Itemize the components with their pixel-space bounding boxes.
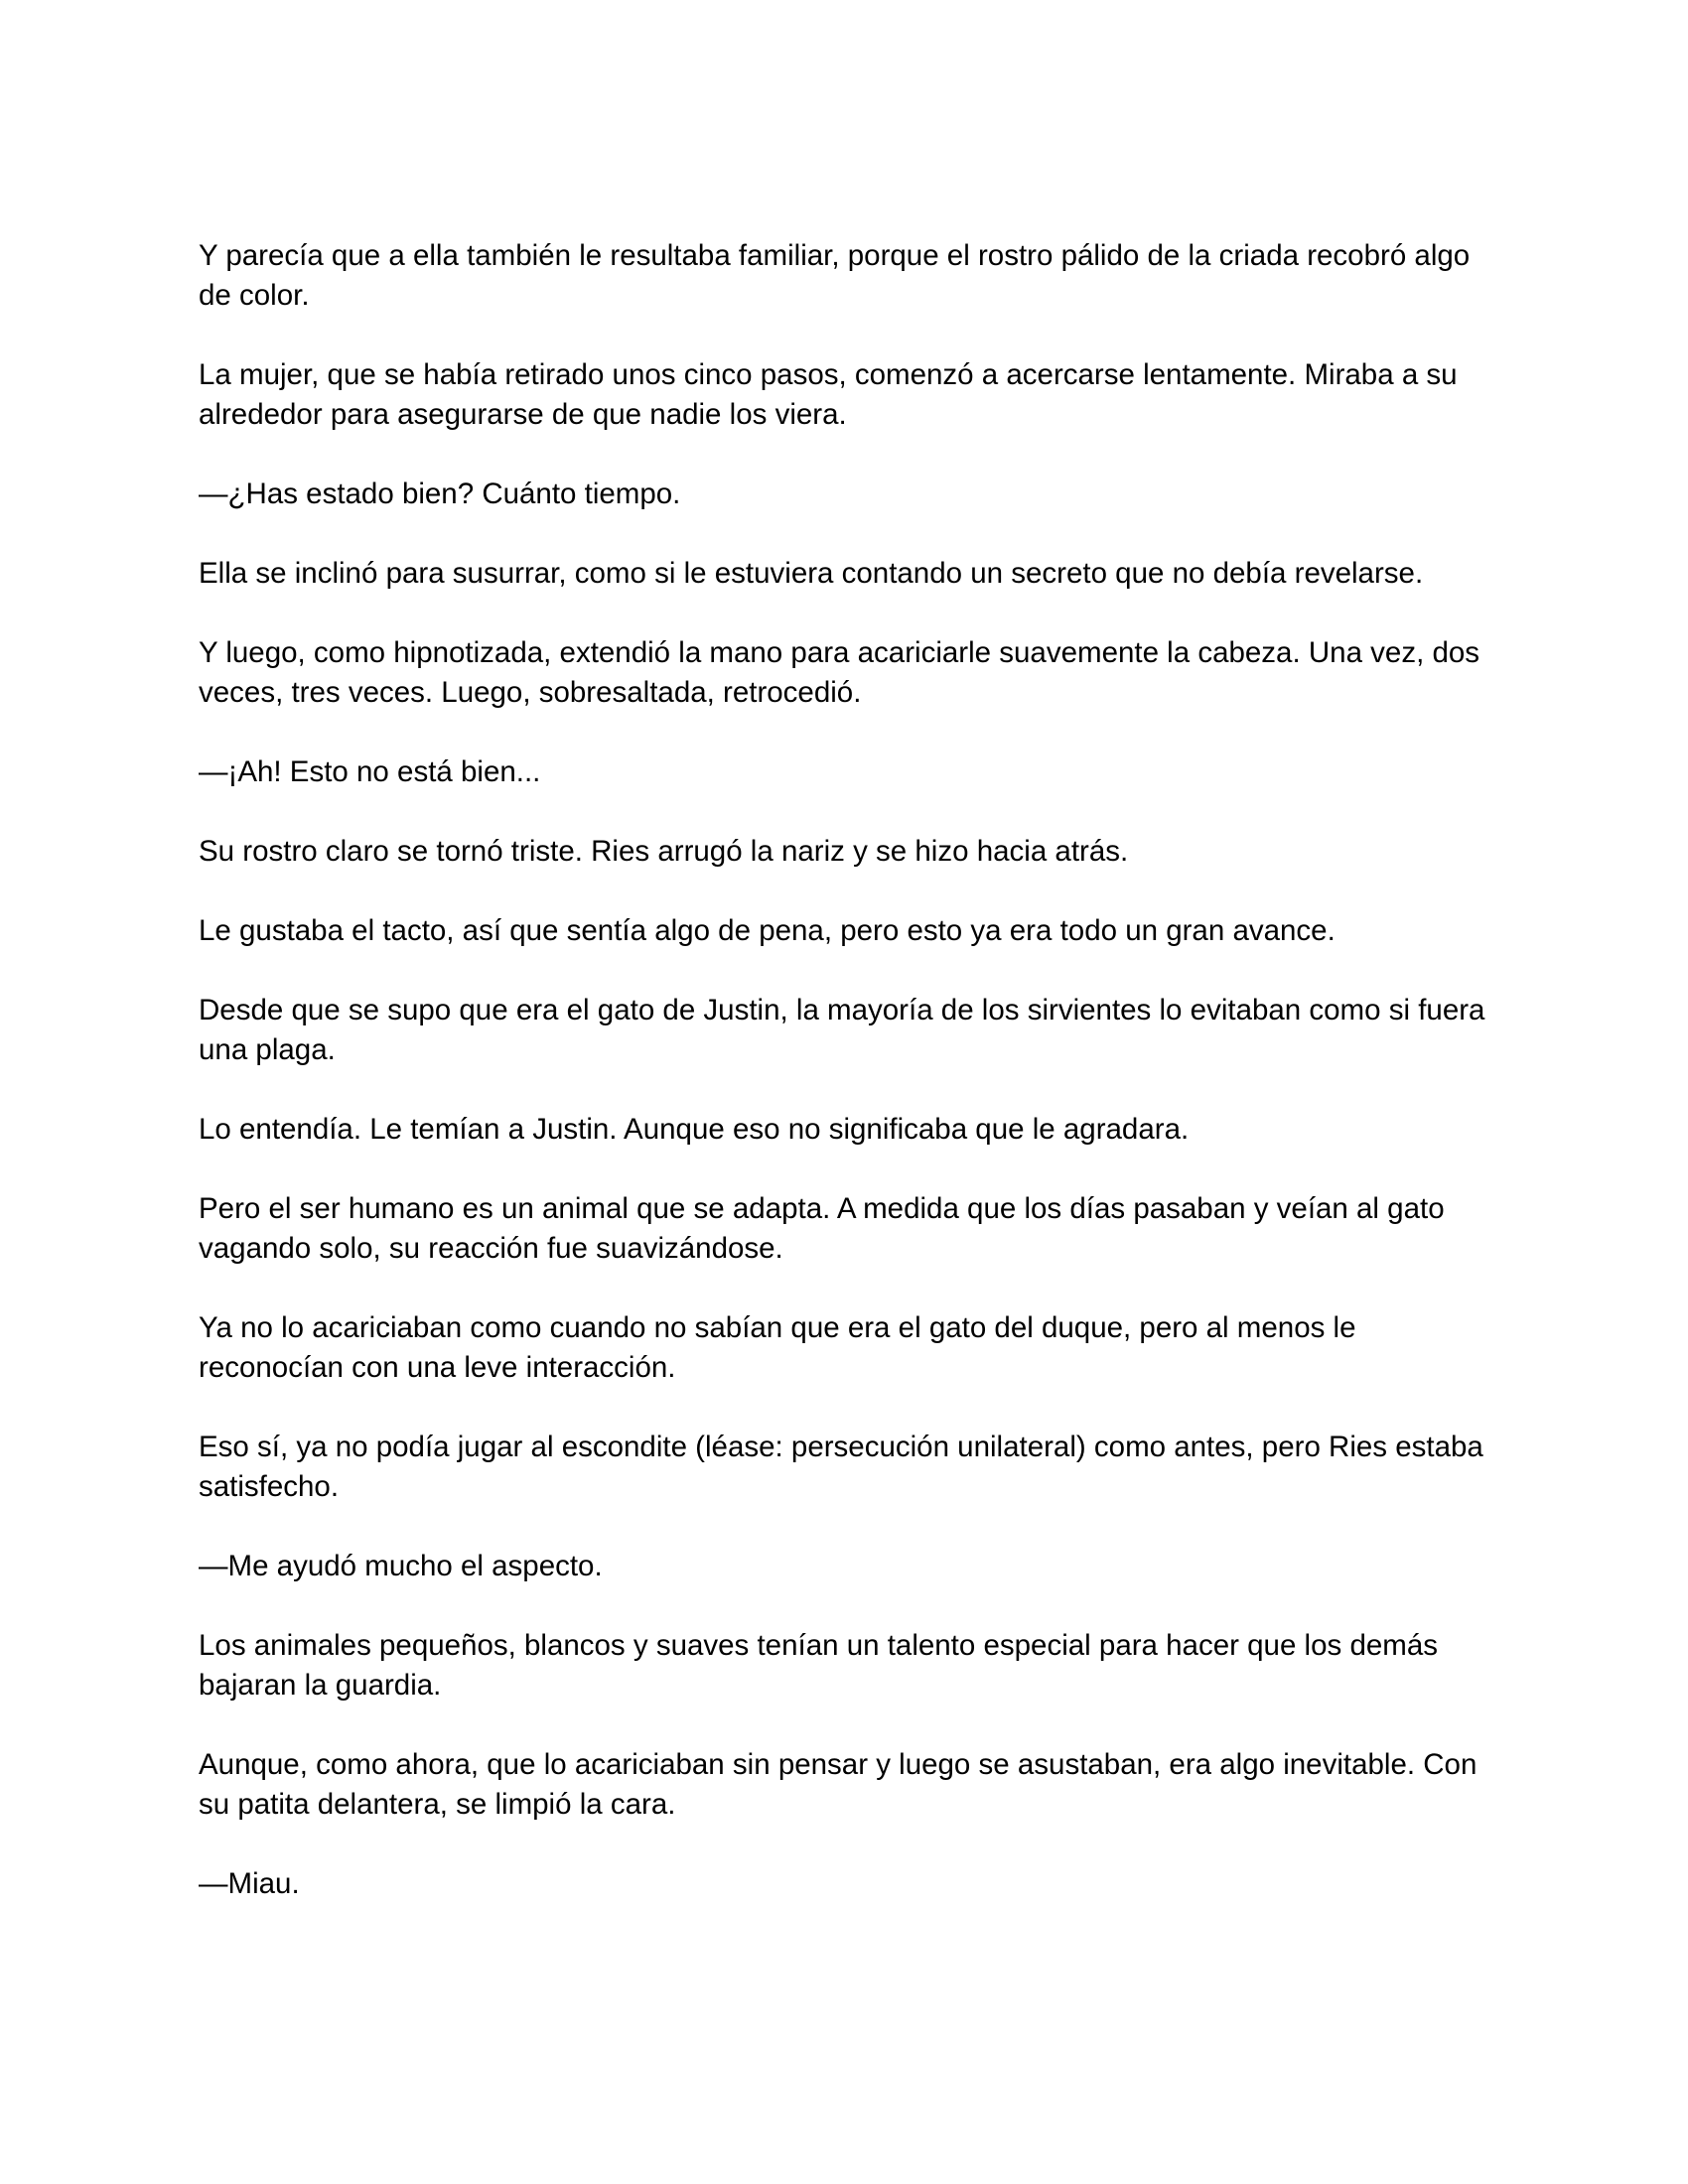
- paragraph-6: —¡Ah! Esto no está bien...: [199, 755, 541, 788]
- paragraph-4: Ella se inclinó para susurrar, como si le estuviera contando un secreto que no debía revelarse.: [199, 557, 1424, 590]
- paragraph-1: Y parecía que a ella también le resultaba familiar, porque el rostro pálido de la criada recobró algo de color.: [199, 239, 1471, 312]
- paragraph-17: —Miau.: [199, 1867, 300, 1900]
- paragraph-3: —¿Has estado bien? Cuánto tiempo.: [199, 478, 681, 510]
- paragraph-11: Pero el ser humano es un animal que se adapta. A medida que los días pasaban y veían al gato vagando solo, su reacción fue suavizándose.: [199, 1192, 1445, 1265]
- paragraph-12: Ya no lo acariciaban como cuando no sabían que era el gato del duque, pero al menos le reconocían con una leve interacción.: [199, 1311, 1356, 1384]
- paragraph-7: Su rostro claro se tornó triste. Ries arrugó la nariz y se hizo hacia atrás.: [199, 835, 1129, 868]
- paragraph-15: Los animales pequeños, blancos y suaves tenían un talento especial para hacer que los demás bajaran la guardia.: [199, 1629, 1439, 1702]
- document-body: [199, 236, 1489, 1944]
- paragraph-14: —Me ayudó mucho el aspecto.: [199, 1550, 603, 1582]
- paragraph-13: Eso sí, ya no podía jugar al escondite (léase: persecución unilateral) como antes, pero Ries estaba satisfecho.: [199, 1431, 1483, 1503]
- paragraph-10: Lo entendía. Le temían a Justin. Aunque eso no significaba que le agradara.: [199, 1113, 1190, 1146]
- paragraph-2: La mujer, que se había retirado unos cinco pasos, comenzó a acercarse lentamente. Miraba a su alrededor para asegurarse de que nadie los viera.: [199, 358, 1458, 431]
- paragraph-16: Aunque, como ahora, que lo acariciaban sin pensar y luego se asustaban, era algo inevitable. Con su patita delantera, se limpió la cara.: [199, 1748, 1477, 1821]
- paragraph-9: Desde que se supo que era el gato de Justin, la mayoría de los sirvientes lo evitaban como si fuera una plaga.: [199, 994, 1485, 1066]
- paragraph-5: Y luego, como hipnotizada, extendió la mano para acariciarle suavemente la cabeza. Una vez, dos veces, tres veces. Luego, sobresaltada, retrocedió.: [199, 636, 1480, 709]
- paragraph-8: Le gustaba el tacto, así que sentía algo de pena, pero esto ya era todo un gran avance.: [199, 914, 1336, 947]
